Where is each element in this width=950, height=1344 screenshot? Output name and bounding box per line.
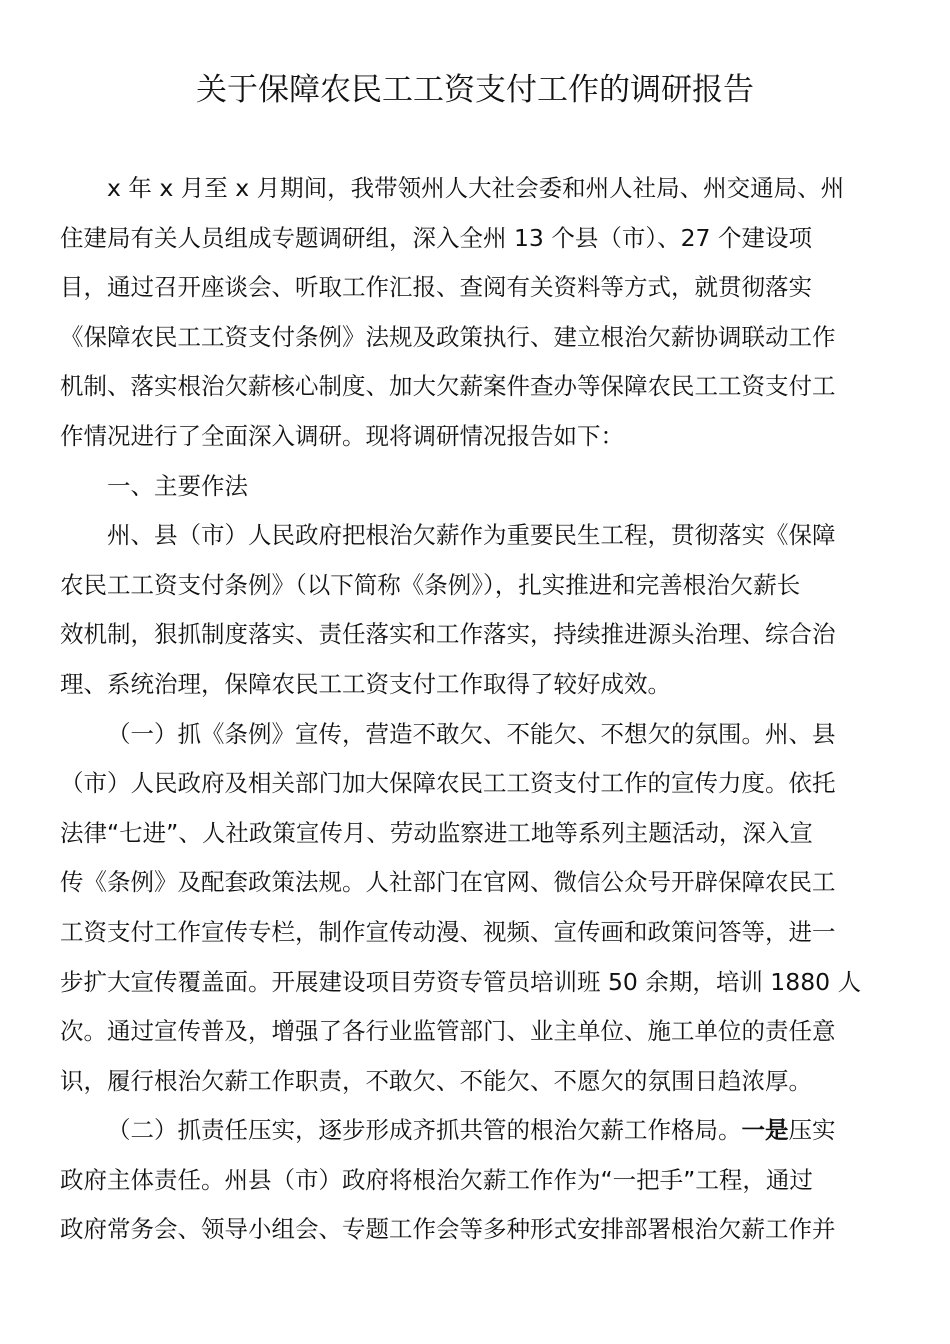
body-line: 政府常务会、领导小组会、专题工作会等多种形式安排部署根治欠薪工作并 — [60, 1215, 836, 1244]
body-line: 理、系统治理，保障农民工工资支付工作取得了较好成效。 — [60, 669, 671, 698]
body-line: 工资支付工作宣传专栏，制作宣传动漫、视频、宣传画和政策问答等，进一 — [60, 917, 836, 946]
body-line-with-emphasis — [60, 1106, 890, 1156]
body-line: （一）抓《条例》宣传，营造不敢欠、不能欠、不想欠的氛围。州、县 — [107, 719, 836, 748]
section-heading: 一、主要作法 — [107, 471, 248, 500]
body-line: 步扩大宣传覆盖面。开展建设项目劳资专管员培训班 50 余期，培训 1880 人 — [60, 967, 862, 996]
line-text-after: 压实 — [788, 1116, 836, 1145]
line-text: （二）抓责任压实，逐步形成齐抓共管的根治欠薪工作格局。 — [107, 1116, 742, 1145]
body-line: 作情况进行了全面深入调研。现将调研情况报告如下： — [60, 421, 624, 450]
body-line: 农民工工资支付条例》（以下简称《条例》），扎实推进和完善根治欠薪长 — [60, 570, 801, 599]
body-line: x 年 x 月至 x 月期间，我带领州人大社会委和州人社局、州交通局、州 — [107, 174, 845, 202]
document-body — [60, 164, 890, 1255]
body-line: （市）人民政府及相关部门加大保障农民工工资支付工作的宣传力度。依托 — [60, 769, 836, 798]
body-line: 住建局有关人员组成专题调研组，深入全州 13 个县（市）、27 个建设项 — [60, 223, 812, 252]
body-line: 传《条例》及配套政策法规。人社部门在官网、微信公众号开辟保障农民工 — [60, 868, 836, 897]
body-line: 州、县（市）人民政府把根治欠薪作为重要民生工程，贯彻落实《保障 — [107, 521, 836, 550]
emphasis-text: 一是 — [741, 1116, 789, 1145]
body-line: 政府主体责任。州县（市）政府将根治欠薪工作作为“一把手”工程，通过 — [60, 1165, 813, 1194]
body-line: 效机制，狠抓制度落实、责任落实和工作落实，持续推进源头治理、综合治 — [60, 620, 836, 649]
body-line: 目，通过召开座谈会、听取工作汇报、查阅有关资料等方式，就贯彻落实 — [60, 273, 812, 302]
body-line: 机制、落实根治欠薪核心制度、加大欠薪案件查办等保障农民工工资支付工 — [60, 372, 836, 401]
body-line: 《保障农民工工资支付条例》法规及政策执行、建立根治欠薪协调联动工作 — [60, 322, 836, 351]
body-line: 次。通过宣传普及，增强了各行业监管部门、业主单位、施工单位的责任意 — [60, 1017, 836, 1046]
body-line: 识，履行根治欠薪工作职责，不敢欠、不能欠、不愿欠的氛围日趋浓厚。 — [60, 1066, 812, 1095]
document-title: 关于保障农民工工资支付工作的调研报告 — [196, 72, 754, 108]
body-line: 法律“七进”、人社政策宣传月、劳动监察进工地等系列主题活动，深入宣 — [60, 818, 813, 847]
